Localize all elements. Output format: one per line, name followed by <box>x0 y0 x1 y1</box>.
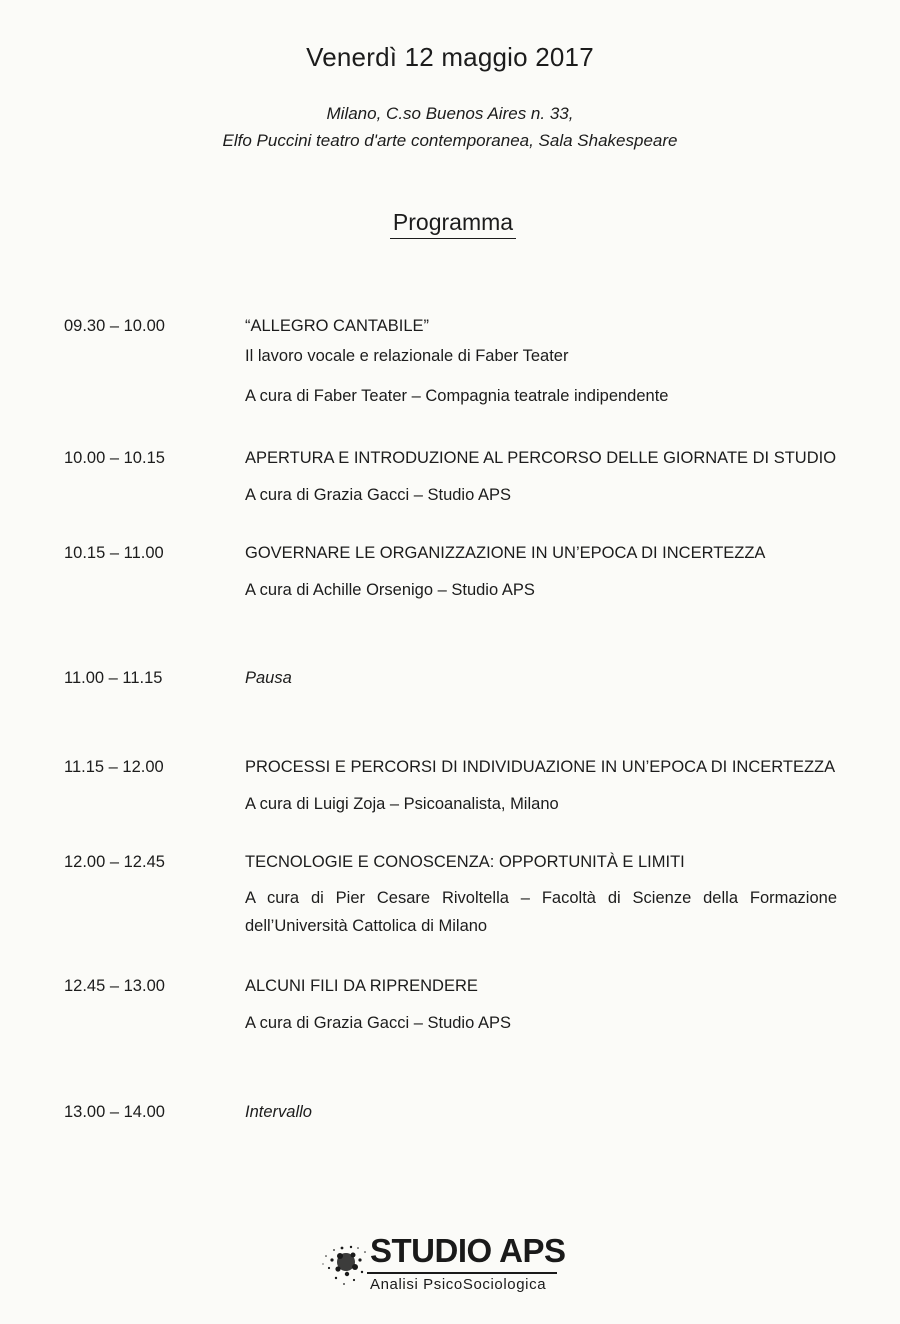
schedule-details <box>245 758 837 814</box>
schedule-speaker: A cura di Pier Cesare Rivoltella – Facoltà di Scienze della Formazione dell’Università Cattolica di Milano <box>245 889 837 935</box>
schedule-break-label: Intervallo <box>245 1103 312 1121</box>
logo-wordmark: STUDIO APS <box>370 1232 566 1269</box>
schedule-time: 11.15 – 12.00 <box>64 758 164 776</box>
venue-address: Milano, C.so Buenos Aires n. 33, <box>326 104 574 123</box>
schedule-time: 10.00 – 10.15 <box>64 449 165 467</box>
schedule-speaker: A cura di Grazia Gacci – Studio APS <box>245 486 511 504</box>
schedule-title: TECNOLOGIE E CONOSCENZA: OPPORTUNITÀ E LIMITI <box>245 853 685 871</box>
schedule-speaker: A cura di Achille Orsenigo – Studio APS <box>245 581 535 599</box>
schedule-time: 09.30 – 10.00 <box>64 317 165 335</box>
schedule-time: 10.15 – 11.00 <box>64 544 164 562</box>
event-date-heading: Venerdì 12 maggio 2017 <box>306 42 594 72</box>
schedule-speaker: A cura di Faber Teater – Compagnia teatrale indipendente <box>245 387 669 405</box>
schedule-title: PROCESSI E PERCORSI DI INDIVIDUAZIONE IN UN’EPOCA DI INCERTEZZA <box>245 758 836 776</box>
schedule-speaker: A cura di Luigi Zoja – Psicoanalista, Milano <box>245 795 559 813</box>
schedule-title: APERTURA E INTRODUZIONE AL PERCORSO DELLE GIORNATE DI STUDIO <box>245 449 837 467</box>
schedule-speaker: A cura di Grazia Gacci – Studio APS <box>245 1014 511 1032</box>
schedule-time: 13.00 – 14.00 <box>64 1103 165 1121</box>
schedule-time: 12.00 – 12.45 <box>64 853 165 871</box>
schedule-subtitle: Il lavoro vocale e relazionale di Faber Teater <box>245 347 569 365</box>
studio-aps-logo-mark-icon <box>320 1238 368 1288</box>
schedule-details <box>245 317 837 406</box>
venue-name: Elfo Puccini teatro d'arte contemporanea, Sala Shakespeare <box>222 131 678 150</box>
programme-heading-text: Programma <box>390 209 516 239</box>
logo-underline <box>367 1272 557 1274</box>
schedule-details <box>245 1103 837 1122</box>
schedule-details <box>245 977 837 1033</box>
schedule-details <box>245 544 837 600</box>
schedule-details <box>245 449 837 505</box>
schedule-break-label: Pausa <box>245 669 292 687</box>
schedule-time: 12.45 – 13.00 <box>64 977 165 995</box>
studio-aps-logo <box>320 1232 580 1304</box>
schedule-title: ALCUNI FILI DA RIPRENDERE <box>245 977 478 995</box>
logo-tagline: Analisi PsicoSociologica <box>370 1276 547 1293</box>
schedule-details <box>245 853 837 940</box>
schedule-title: “ALLEGRO CANTABILE” <box>245 317 429 335</box>
programme-heading <box>0 209 900 239</box>
schedule-title: GOVERNARE LE ORGANIZZAZIONE IN UN’EPOCA DI INCERTEZZA <box>245 544 766 562</box>
schedule-time: 11.00 – 11.15 <box>64 669 163 687</box>
schedule-details <box>245 669 837 688</box>
